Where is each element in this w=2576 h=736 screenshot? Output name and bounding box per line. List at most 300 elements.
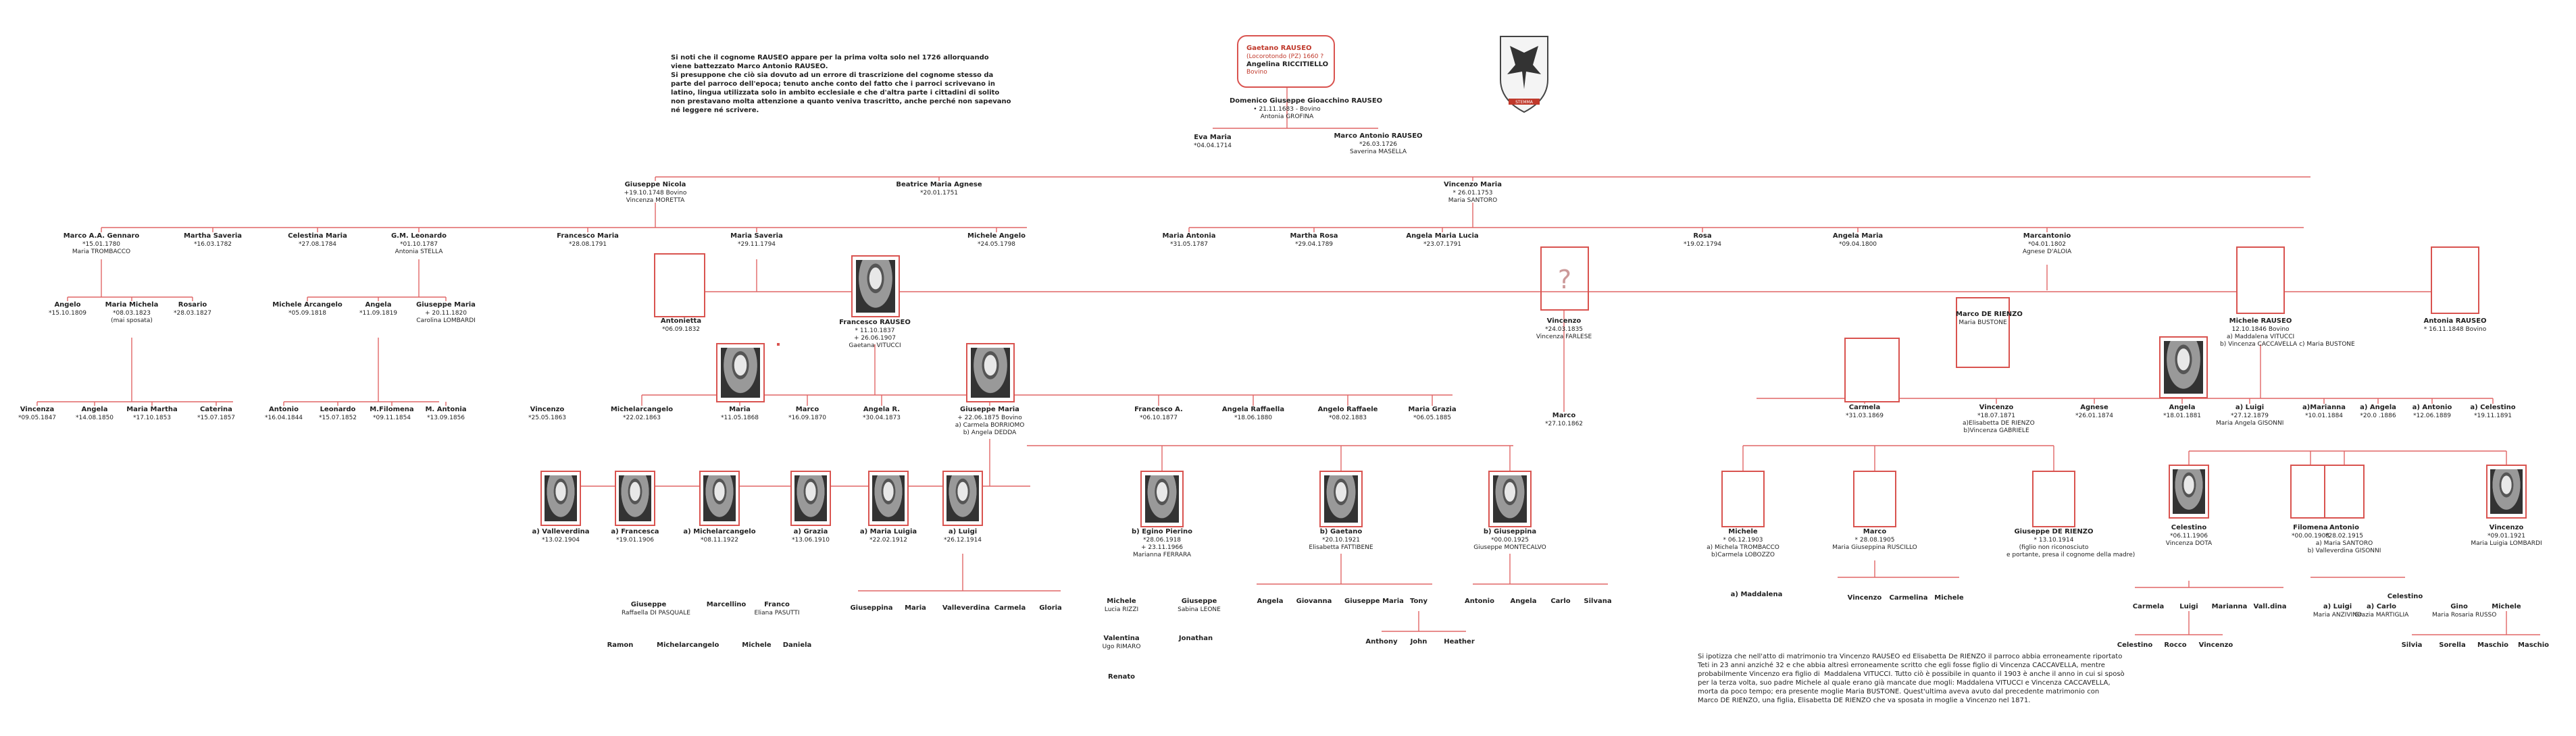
gen2-card [1230,97,1383,121]
unknown-person-placeholder: ? [1540,246,1589,311]
person-name: Rosario [178,301,207,309]
person-name: Celestino [2117,641,2153,649]
person-detail: *18.06.1880 [1234,414,1273,421]
person-name: Angela R. [863,406,901,413]
person-name: Angela Raffaella [1221,406,1285,413]
person-name: Maria Martha [126,406,178,413]
person-detail: * 11.10.1837 [855,327,895,334]
person-card [270,301,345,317]
person-detail: *15.07.1857 [197,414,236,421]
person-detail: Giuseppe MONTECALVO [1473,544,1546,551]
person-card [888,604,942,613]
person-name: Tony [1409,598,1428,605]
person-name: Rosa [1693,232,1712,240]
person-detail: b) Angela DEDDA [963,429,1017,436]
person-card [418,406,474,422]
empty-photo-frame [2236,246,2285,314]
person-detail: * 06.12.1903 [1723,536,1763,544]
person-card [2432,603,2497,619]
person-detail: *15.07.1852 [318,414,357,421]
person-name: Marcellino [706,601,747,608]
person-card [2459,404,2527,420]
empty-photo-frame [654,253,705,317]
person-card [2000,232,2094,256]
person-name: Giuseppe Nicola [624,181,686,188]
person-detail: b)Carmela LOBOZZO [1711,552,1775,558]
gen2-spouse: Antonia GROFINA [1260,113,1314,120]
person-card [363,406,420,422]
empty-photo-frame [2324,465,2365,519]
person-detail: Agnese D'ALOIA [2022,248,2072,255]
person-name: Angelo [54,301,81,309]
person-card [1463,528,1557,552]
person-detail: Maria Angela GISONNI [2216,419,2284,427]
person-name: Vincenzo [2198,641,2233,649]
person-card [598,528,672,544]
person-card [540,232,635,248]
person-detail: b)Vincenza GABRIELE [1963,427,2029,434]
person-detail: *08.03.1823 [112,309,151,317]
person-card [1179,134,1246,150]
person-detail: *19.01.1906 [615,536,655,544]
person-detail: *24.03.1835 [1544,325,1584,333]
person-card [955,406,1025,437]
person-name: Luigi [2179,603,2198,610]
person-card [651,317,711,334]
person-card [878,181,1000,197]
person-name: a) Grazia [793,528,828,535]
person-card [1696,528,1790,559]
person-detail: *27.08.1784 [298,240,337,248]
person-name: Michele [1934,594,1964,602]
person-name: Marco DE RIENZO [1956,311,2023,318]
person-detail: *29.11.1794 [737,240,776,248]
person-detail: *31.05.1787 [1169,240,1209,248]
person-card [188,406,245,422]
person-name: Antonio [2329,524,2359,531]
person-name: a) Maddalena [1730,591,1783,598]
person-name: Francesco Maria [557,232,619,240]
person-card [1172,598,1226,614]
person-name: a) Celestino [2470,404,2516,411]
person-card [9,406,66,422]
person-detail: *20.01.1751 [919,189,959,196]
person-name: Vincenzo Maria [1444,181,1502,188]
person-detail: *06.10.1877 [1139,414,1178,421]
person-name: Michele [1728,528,1758,535]
person-name: Celestino [2387,593,2423,600]
person-card [1963,404,2035,435]
person-name: a) Maria Luigia [859,528,917,535]
person-name: Vincenzo [2489,524,2524,531]
person-detail: *04.04.1714 [1193,142,1232,149]
person-detail: + 20.11.1820 [425,309,467,317]
person-name: Angela Maria Lucia [1406,232,1479,240]
person-name: Michele [1107,598,1136,605]
portrait-photo [2159,336,2208,398]
ancestor-origin: (Locorotondo (PZ) 1660 ? [1246,53,1324,60]
person-name: Giuseppe Maria [416,301,476,309]
person-card [2378,593,2432,602]
person-card [926,528,1000,544]
person-name: Daniela [782,641,812,649]
person-name: Michele [742,641,772,649]
person-card [2061,404,2128,420]
empty-photo-frame [2431,246,2479,314]
person-detail: *12.06.1889 [2413,412,2452,419]
person-name: Francesco A. [1134,406,1183,413]
person-detail: + 23.11.1966 [1141,544,1183,551]
person-card [1537,412,1591,428]
person-name: Vall.dina [2253,603,2287,610]
empty-photo-frame [1956,297,2023,368]
person-name: Angela [1257,598,1284,605]
person-card [2421,317,2489,334]
person-detail: Maria BUSTONE [1959,319,2007,326]
person-card [1344,598,1404,606]
person-card [2243,603,2297,612]
person-detail: *29.04.1789 [1294,240,1334,248]
person-detail: *30.04.1873 [862,414,901,421]
person-card [851,528,926,544]
crest-motto: STEMMA [1515,100,1533,105]
portrait-photo [2486,465,2527,519]
person-card [1811,232,1905,248]
person-card [2354,603,2408,619]
person-name: Maria Antonia [1162,232,1216,240]
person-card [159,301,226,317]
person-card [66,406,123,422]
person-card [1115,528,1209,559]
person-detail: *18.07.1871 [1977,412,2016,419]
person-detail: *06.05.1885 [1413,414,1452,421]
person-name: Martha Rosa [1290,232,1338,240]
person-detail: *22.02.1912 [869,536,908,544]
person-card [2304,524,2385,555]
person-detail: a) Maddalena VITUCCI [2226,333,2295,340]
portrait-photo [966,343,1015,402]
person-name: Antonia RAUSEO [2423,317,2487,325]
person-name: Giuseppe [1181,598,1217,605]
person-detail: *06.11.1906 [2169,532,2208,540]
person-detail: *09.05.1847 [18,414,57,421]
person-name: Vincenzo [1979,404,2014,411]
person-detail: *23.07.1791 [1423,240,1462,248]
person-card [622,601,690,617]
person-name: Giovanna [1296,598,1332,605]
person-detail: *28.08.1791 [568,240,607,248]
person-card [1831,404,1898,420]
portrait-photo [851,255,900,317]
person-card [98,301,166,325]
person-card [517,406,578,422]
person-name: Filomena [2293,524,2328,531]
person-name: b) Giuseppina [1483,528,1537,535]
person-card [657,641,719,650]
person-detail: *31.03.1869 [1845,412,1884,419]
person-card [1523,317,1605,341]
person-name: Maria Saveria [730,232,783,240]
person-detail: *16.04.1844 [264,414,303,421]
person-detail: Maria Rosaria RUSSO [2432,611,2497,619]
person-name: Marianna [2211,603,2248,610]
person-card [772,641,823,650]
person-card [124,406,180,422]
ancestor-name: Gaetano RAUSEO [1246,45,1312,52]
person-card [1395,232,1490,248]
person-name: Marco Antonio RAUSEO [1334,132,1423,140]
person-name: M.Filomena [370,406,414,413]
person-name: M. Antonia [425,406,467,413]
person-detail: *09.01.1921 [2487,532,2526,540]
person-card [54,232,149,256]
ancestor-spouse: Angelina RICCITIELLO [1246,60,1329,68]
person-detail: *28.02.1915 [2325,532,2364,540]
person-name: Angelo Raffaele [1317,406,1378,413]
person-name: Carmela [994,604,1026,612]
person-name: Eva Maria [1194,134,1232,141]
person-name: Maschio [2518,641,2549,649]
person-name: Michele Arcangelo [272,301,343,309]
person-card [255,406,312,422]
person-card [2216,404,2283,427]
person-card [2398,404,2466,420]
person-detail: b) Valleverdina GISONNI [2307,548,2381,554]
person-card [1142,232,1236,248]
portrait-photo [2169,465,2209,519]
person-name: b) Egino Pierino [1132,528,1192,535]
person-detail: Maria TROMBACCO [72,248,131,255]
person-name: Agnese [2080,404,2108,411]
portrait-photo [942,471,983,526]
person-name: Carmela [1848,404,1881,411]
person-name: Marco [1552,412,1576,419]
person-name: Vincenza [20,406,55,413]
person-detail: *28.06.1918 [1142,536,1182,544]
portrait-photo [1319,471,1363,527]
person-card [2220,317,2355,348]
person-detail: *24.05.1798 [977,240,1016,248]
person-name: Michelarcangelo [610,406,674,413]
person-card [2479,603,2533,612]
person-card [595,181,716,205]
person-name: Angela [365,301,392,309]
person-name: Maria [729,406,751,413]
person-detail: a)Elisabetta DE RIENZO [1963,419,2035,427]
ancestor-spouse-place: Bovino [1246,69,1267,76]
person-name: Maria Michela [105,301,159,309]
person-name: Marco [1863,528,1887,535]
person-name: a) Angela [2360,404,2396,411]
person-name: Gino [2450,603,2468,610]
person-detail: *19.02.1794 [1683,240,1722,248]
person-name: Marcantonio [2023,232,2071,240]
person-name: Franco [764,601,790,608]
person-name: Giuseppe Maria [1344,598,1404,605]
person-name: Angela [81,406,108,413]
person-card [34,301,101,317]
person-card [847,406,917,422]
person-detail: +19.10.1748 Bovino [624,189,687,196]
person-detail: *09.11.1854 [372,414,411,421]
person-card [372,232,466,256]
person-name: Giuseppe Maria [960,406,1019,413]
portrait-photo [540,471,581,526]
person-name: G.M. Leonardo [390,232,447,240]
person-detail: *27.12.1879 [2230,412,2269,419]
person-detail: Ugo RIMARO [1102,643,1141,650]
person-detail: *13.06.1910 [791,536,830,544]
portrait-photo [615,471,655,526]
person-card [1123,406,1194,422]
person-name: Carmelina [1889,594,1928,602]
portrait-photo [868,471,909,526]
person-detail: *04.01.1802 [2027,240,2067,248]
person-card [1571,598,1625,606]
gen2-dates: • 21.11.1683 - Bovino [1253,105,1321,113]
person-name: a) Luigi [2235,404,2265,411]
empty-photo-frame [777,343,780,346]
person-name: Michelarcangelo [657,641,719,649]
person-detail: *08.11.1922 [700,536,739,544]
person-card [1397,406,1467,422]
person-name: John [1410,638,1428,646]
person-card [2006,528,2136,559]
person-card [772,406,842,422]
person-detail: *15.01.1780 [82,240,121,248]
person-card [1392,598,1446,606]
person-detail: *22.02.1863 [622,414,661,421]
person-detail: *06.09.1832 [661,325,701,333]
person-name: Marco [795,406,819,413]
person-name: Anthony [1365,638,1398,646]
person-detail: *26.12.1914 [943,536,982,544]
person-detail: *15.10.1809 [48,309,87,317]
person-name: Antonio [1465,598,1494,605]
person-card [1294,528,1388,552]
portrait-photo [716,343,765,402]
person-card [1827,528,1922,552]
person-detail: *09.04.1800 [1838,240,1877,248]
person-name: Silvia [2401,641,2423,649]
person-detail: *25.05.1863 [528,414,567,421]
person-name: Renato [1108,673,1135,681]
portrait-photo [699,471,740,526]
person-name: Michele Angelo [967,232,1026,240]
portrait-photo [1488,471,1532,527]
person-card [1094,598,1148,614]
person-name: Giuseppina [850,604,893,612]
person-detail: Saverina MASELLA [1349,148,1407,155]
person-detail: Gaetana VITUCCI [849,342,901,349]
person-name: Angela [2169,404,2196,411]
person-card [1267,232,1361,248]
person-detail: Lucia RIZZI [1104,606,1139,613]
person-detail: Antonia STELLA [395,248,443,255]
person-detail: *17.10.1853 [132,414,172,421]
person-detail: *26.03.1726 [1359,140,1398,148]
person-card [607,406,677,422]
person-name: Gloria [1039,604,1062,612]
person-detail: *13.02.1904 [541,536,580,544]
person-card [1412,181,1534,205]
empty-photo-frame [2032,471,2075,527]
person-detail: *26.01.1874 [2075,412,2114,419]
person-card [1170,635,1221,643]
person-name: Silvana [1584,598,1612,605]
person-name: Angela Maria [1832,232,1884,240]
person-card [1024,604,1078,613]
person-detail: b) Vincenza CACCAVELLA c) Maria BUSTONE [2220,341,2355,348]
person-name: Vincenzo [530,406,565,413]
person-name: Maria Grazia [1408,406,1457,413]
person-name: Jonathan [1178,635,1213,642]
person-detail: *20.0 .1886 [2360,412,2396,419]
person-detail: * 26.01.1753 [1453,189,1493,196]
person-name: Valentina [1103,635,1140,642]
person-name: Leonardo [320,406,356,413]
person-detail: e portante, presa il cognome della madre) [2006,552,2136,558]
person-detail: * 13.10.1914 [2034,536,2074,544]
person-detail: Maria Luigia LOMBARDI [2471,540,2542,547]
bottom-note: Si ipotizza che nell'atto di matrimonio tra Vincenzo RAUSEO ed Elisabetta De RIENZO il parroco abbia erroneamente riportato Teti in 23 anni anziché 32 e che abbia altresì erroneamente scritto che egli fosse figlio di Vincenza CACCAVELLA, mentre probabilmente Vincenzo era figlio di Maddalena VITUCCI. Tutto ciò è possibile in quanto il 1903 è anche il anno in cui si sposò per la terza volta, suo padre Michele al quale erano già mancate due mogli: Maddalena VITUCCI e Vincenza CACCAVELLA, morta da poco tempo; era presente moglie Maria BUSTONE. Quest'ultima aveva avuto dal precedente matrimonio con Marco DE RIENZO, una figlia, Elisabetta DE RIENZO che va sposata in moglie a Vincenzo nel 1871. [1698,653,2125,704]
person-detail: Vincenza DOTA [2165,540,2213,547]
person-card [409,301,483,325]
person-name: Maria [905,604,926,612]
person-card [1655,232,1750,248]
person-detail: *11.05.1868 [720,414,759,421]
person-name: a) Michelarcangelo [683,528,756,535]
person-name: b) Gaetano [1319,528,1363,535]
person-name: Valleverdina [942,604,990,612]
person-card [1922,594,1976,603]
person-detail: + 26.06.1907 [854,334,896,342]
person-card [1218,406,1288,422]
person-card [774,528,848,544]
person-detail: *13.09.1856 [426,414,465,421]
empty-photo-frame [1844,338,1900,402]
person-card [2190,641,2242,650]
person-name: Vincenzo [1546,317,1582,325]
person-card [1729,591,1784,600]
person-detail: (figlio non riconosciuto [2019,544,2089,551]
person-name: Carlo [1550,598,1571,605]
portrait-photo [1140,471,1184,527]
person-detail: Vincenza FARLESE [1536,333,1592,340]
top-note: Si noti che il cognome RAUSEO appare per la prima volta solo nel 1726 allorquando viene battezzato Marco Antonio RAUSEO. Si presuppone che ciò sia dovuto ad un errore di trascrizione del cognome stesso da parte del parroco dell'epoca; tenuto anche conto del fatto che i parroci scrivevano in latino, lingua utilizzata solo in ambito ecclesiale e che d'altra parte i cittadini di solito non prestavano molta attenzione a quanto veniva trascritto, anche perché non sapevano né leggere né scrivere. [671,54,1011,114]
person-name: Marco A.A. Gennaro [63,232,140,240]
person-card [682,528,757,544]
person-name: Francesco RAUSEO [839,319,911,326]
person-card [2148,404,2216,420]
person-name: Ramon [607,641,634,649]
person-detail: *00.00.1908 [2291,532,2330,540]
person-card [750,601,804,617]
person-card [2148,524,2229,548]
person-name: a) Luigi [948,528,978,535]
person-name: a) Carlo [2366,603,2397,610]
ancestor-card [1246,45,1328,77]
person-card [1313,406,1383,422]
person-detail: *16.03.1782 [193,240,232,248]
person-detail: Raffaella DI PASQUALE [622,609,690,616]
person-name: Maschio [2477,641,2508,649]
person-name: a)Marianna [2302,404,2346,411]
person-detail: Eliana PASUTTI [754,609,800,616]
person-card [270,232,365,248]
person-name: Celestina Maria [288,232,347,240]
person-name: Sorella [2439,641,2466,649]
